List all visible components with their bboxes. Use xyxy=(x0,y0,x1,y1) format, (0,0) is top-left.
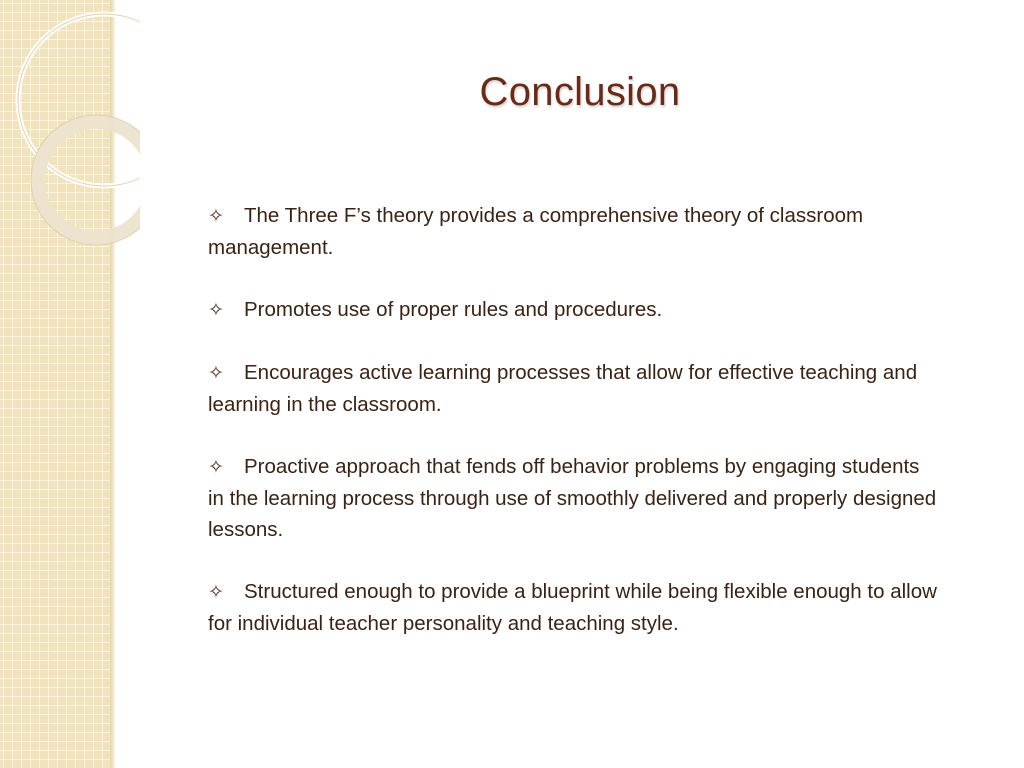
sparkle-star-icon: ✧ xyxy=(208,205,224,227)
sparkle-star-icon: ✧ xyxy=(208,456,224,478)
bullet-text: Encourages active learning processes that allow for effective teaching and learning in the classroom. xyxy=(208,361,918,416)
bullet-item xyxy=(208,451,938,545)
sparkle-star-icon: ✧ xyxy=(208,581,224,603)
bullet-text: Proactive approach that fends off behavior problems by engaging students in the learning process through use of smoothly delivered and properly designed lessons. xyxy=(208,455,937,541)
bullet-text: Promotes use of proper rules and procedures. xyxy=(244,298,663,321)
bullet-item xyxy=(208,200,938,263)
bullet-list xyxy=(208,200,938,670)
slide-title: Conclusion xyxy=(479,70,681,114)
decorative-rings xyxy=(0,0,140,260)
bullet-item xyxy=(208,576,938,639)
decorative-ring-small xyxy=(38,122,140,238)
bullet-item xyxy=(208,294,938,326)
bullet-text: The Three F’s theory provides a comprehensive theory of classroom management. xyxy=(208,204,864,259)
bullet-item xyxy=(208,357,938,420)
sparkle-star-icon: ✧ xyxy=(208,362,224,384)
sparkle-star-icon: ✧ xyxy=(208,299,224,321)
bullet-text: Structured enough to provide a blueprint while being flexible enough to allow for individual teacher personality and teaching style. xyxy=(208,580,937,635)
